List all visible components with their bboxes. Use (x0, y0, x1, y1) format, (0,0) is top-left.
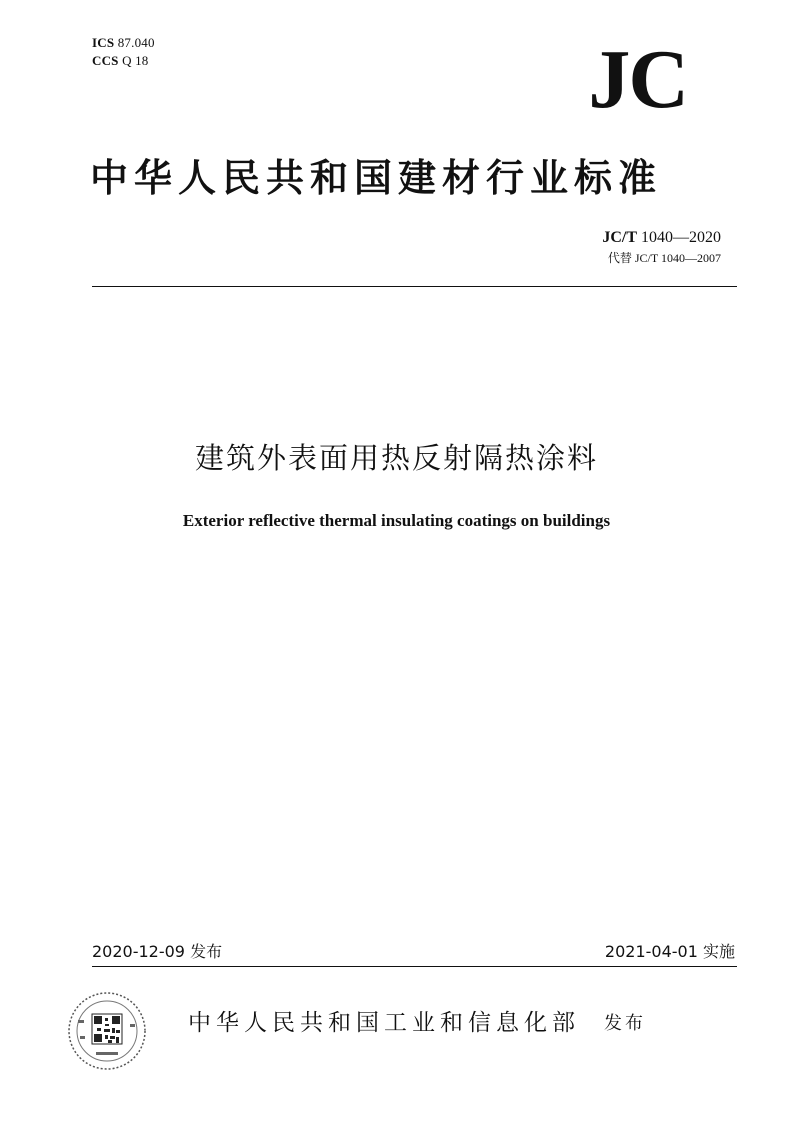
issue-date: 2020-12-09 发布 (92, 942, 223, 961)
standard-prefix: JC/T (602, 229, 637, 246)
ccs-code (92, 52, 155, 70)
issuing-authority: 中华人民共和国工业和信息化部 (188, 1010, 580, 1036)
standard-number-value: 1040—2020 (641, 229, 721, 246)
document-title-chinese: 建筑外表面用热反射隔热涂料 (194, 441, 598, 475)
top-divider (92, 286, 737, 287)
ics-code (92, 34, 155, 52)
ics-value: 87.040 (117, 35, 155, 50)
bottom-divider (92, 966, 737, 967)
standard-number (602, 228, 721, 248)
classification-codes (92, 34, 155, 70)
verification-seal-icon (66, 990, 148, 1072)
effective-date: 2021-04-01 实施 (604, 942, 735, 961)
ccs-label: CCS (92, 53, 119, 68)
jc-logo: JC (588, 33, 687, 126)
document-title-english: Exterior reflective thermal insulating coatings on buildings (182, 511, 611, 530)
standard-replaces: 代替 JC/T 1040—2007 (607, 251, 721, 265)
ics-label: ICS (92, 35, 115, 50)
issuer-action: 发布 (604, 1013, 646, 1034)
ccs-value: Q 18 (122, 53, 149, 68)
standard-category-title: 中华人民共和国建材行业标准 (90, 156, 663, 200)
